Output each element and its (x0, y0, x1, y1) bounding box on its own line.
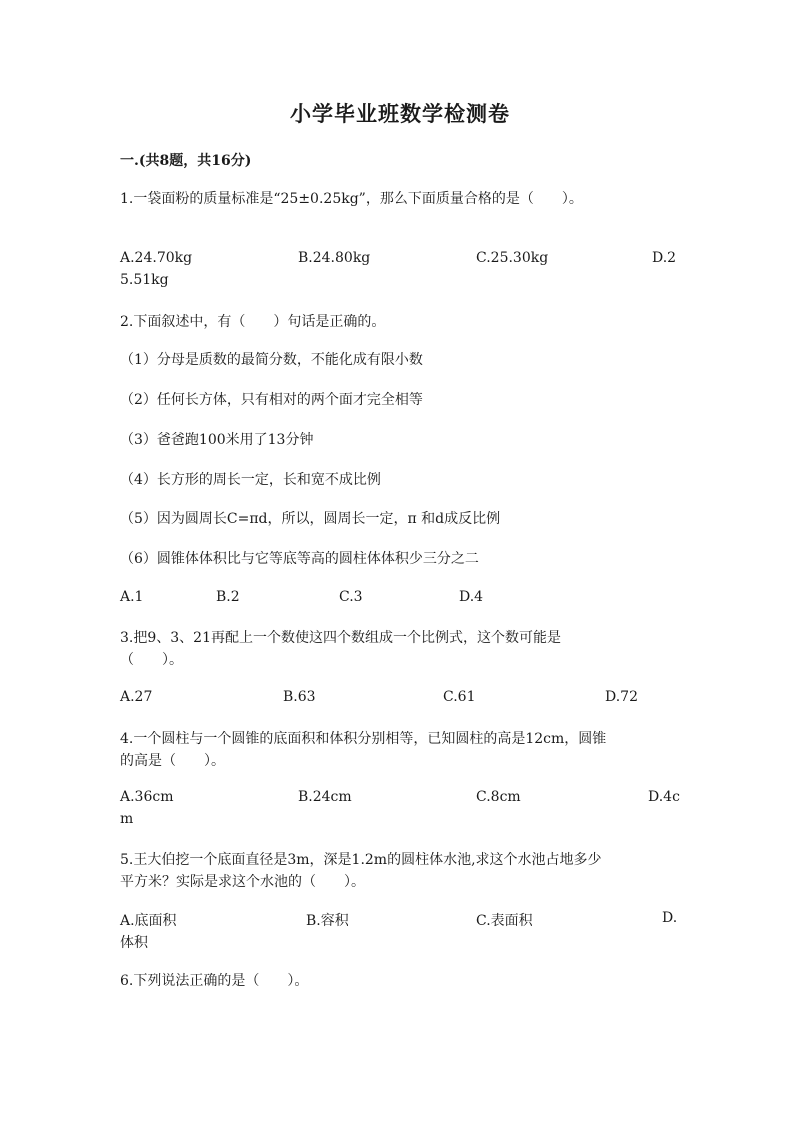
question-5-option-b: B.容积 (306, 913, 349, 929)
question-3-option-b: B.63 (283, 689, 316, 705)
question-1-stem: 1.一袋面粉的质量标准是“25±0.25kg”，那么下面质量合格的是（ ）。 (120, 191, 583, 207)
question-2-option-d: D.4 (459, 589, 484, 605)
question-4-stem-cont: 的高是（ ）。 (120, 753, 225, 769)
question-5-option-d: D. (662, 910, 678, 926)
question-2-statement-2: （2）任何长方体，只有相对的两个面才完全相等 (120, 392, 423, 408)
question-4-option-a: A.36cm (120, 789, 174, 805)
question-2-option-a: A.1 (120, 589, 144, 605)
question-1-option-d: D.2 (652, 250, 677, 266)
question-6-stem: 6.下列说法正确的是（ ）。 (120, 973, 309, 989)
section-header: 一.(共8题，共16分) (120, 153, 252, 169)
question-4-option-b: B.24cm (298, 789, 352, 805)
question-5-option-wrap: 体积 (120, 935, 148, 951)
question-3-option-a: A.27 (120, 689, 153, 705)
question-1-option-c: C.25.30kg (476, 250, 549, 266)
question-5-stem: 5.王大伯挖一个底面直径是3m，深是1.2m的圆柱体水池,求这个水池占地多少 (120, 852, 602, 868)
question-2-statement-4: （4）长方形的周长一定，长和宽不成比例 (120, 472, 381, 488)
question-3-stem-cont: （ ）。 (120, 652, 183, 668)
question-5-option-a: A.底面积 (120, 913, 177, 929)
question-2-statement-1: （1）分母是质数的最简分数，不能化成有限小数 (120, 352, 423, 368)
question-4-option-wrap: m (120, 811, 134, 827)
question-3-stem: 3.把9、3、21再配上一个数使这四个数组成一个比例式，这个数可能是 (120, 630, 561, 646)
question-2-option-b: B.2 (216, 589, 240, 605)
question-2-statement-5: （5）因为圆周长C=πd，所以，圆周长一定，π 和d成反比例 (120, 511, 501, 527)
question-4-option-c: C.8cm (476, 789, 521, 805)
question-3-option-d: D.72 (605, 689, 638, 705)
question-5-option-c: C.表面积 (476, 913, 533, 929)
question-1-option-a: A.24.70kg (120, 250, 193, 266)
question-4-stem: 4.一个圆柱与一个圆锥的底面积和体积分别相等，已知圆柱的高是12cm，圆锥 (120, 731, 607, 747)
question-2-option-c: C.3 (339, 589, 363, 605)
question-1-option-b: B.24.80kg (298, 250, 371, 266)
question-4-option-d: D.4c (648, 789, 680, 805)
question-2-statement-6: （6）圆锥体体积比与它等底等高的圆柱体体积少三分之二 (120, 551, 479, 567)
question-1-option-wrap: 5.51kg (120, 272, 169, 288)
page-title: 小学毕业班数学检测卷 (290, 101, 510, 126)
question-2-stem: 2.下面叙述中，有（ ）句话是正确的。 (120, 314, 386, 330)
question-5-stem-cont: 平方米？实际是求这个水池的（ ）。 (120, 874, 365, 890)
question-3-option-c: C.61 (443, 689, 476, 705)
question-2-statement-3: （3）爸爸跑100米用了13分钟 (120, 432, 314, 448)
